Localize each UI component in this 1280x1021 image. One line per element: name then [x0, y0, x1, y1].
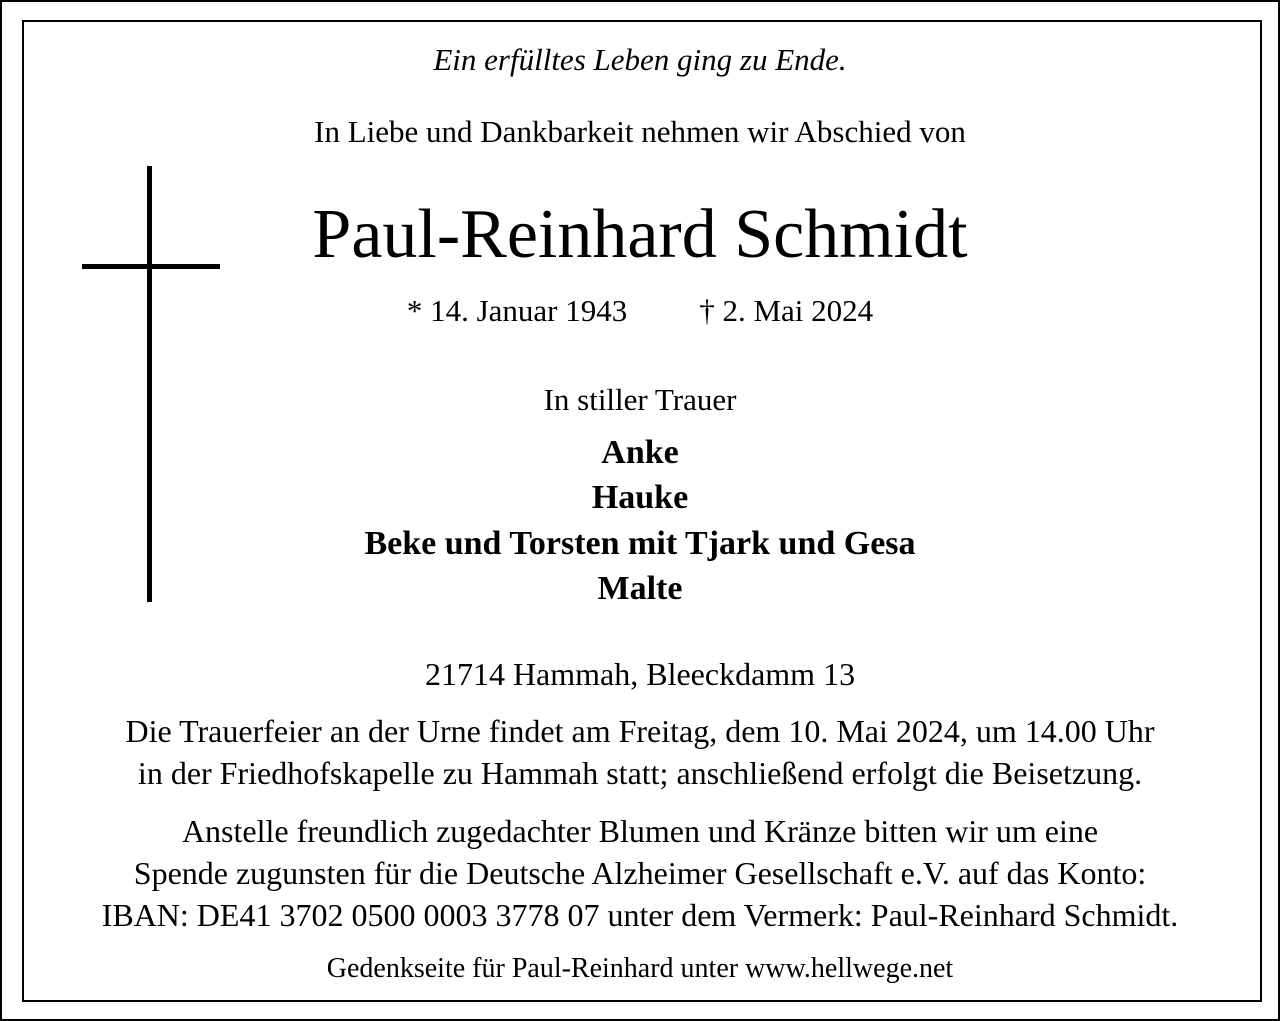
- ceremony-line: Die Trauerfeier an der Urne findet am Freitag, dem 10. Mai 2024, um 14.00 Uhr: [125, 713, 1155, 749]
- intro-line: Ein erfülltes Leben ging zu Ende.: [433, 42, 847, 77]
- mourner-name: Beke und Torsten mit Tjark und Gesa: [364, 525, 916, 562]
- donation-line: Spende zugunsten für die Deutsche Alzheimer Gesellschaft e.V. auf das Konto:: [133, 855, 1147, 891]
- mourning-heading: In stiller Trauer: [543, 382, 737, 417]
- death-date: † 2. Mai 2024: [699, 293, 874, 328]
- donation-line: IBAN: DE41 3702 0500 0003 3778 07 unter dem Vermerk: Paul-Reinhard Schmidt.: [101, 897, 1179, 933]
- ceremony-line: in der Friedhofskapelle zu Hammah statt; anschließend erfolgt die Beisetzung.: [137, 755, 1143, 791]
- birth-date: * 14. Januar 1943: [406, 293, 628, 328]
- mourner-name: Malte: [597, 570, 683, 607]
- mourner-name: Hauke: [591, 479, 689, 516]
- memorial-page-link: Gedenkseite für Paul-Reinhard unter www.hellwege.net: [326, 953, 954, 984]
- deceased-name: Paul-Reinhard Schmidt: [312, 196, 968, 273]
- life-dates: [0, 295, 1280, 326]
- family-address: 21714 Hammah, Bleeckdamm 13: [424, 656, 856, 692]
- mourner-name: Anke: [601, 434, 679, 471]
- donation-line: Anstelle freundlich zugedachter Blumen und Kränze bitten wir um eine: [181, 813, 1099, 849]
- farewell-line: In Liebe und Dankbarkeit nehmen wir Abschied von: [314, 114, 966, 149]
